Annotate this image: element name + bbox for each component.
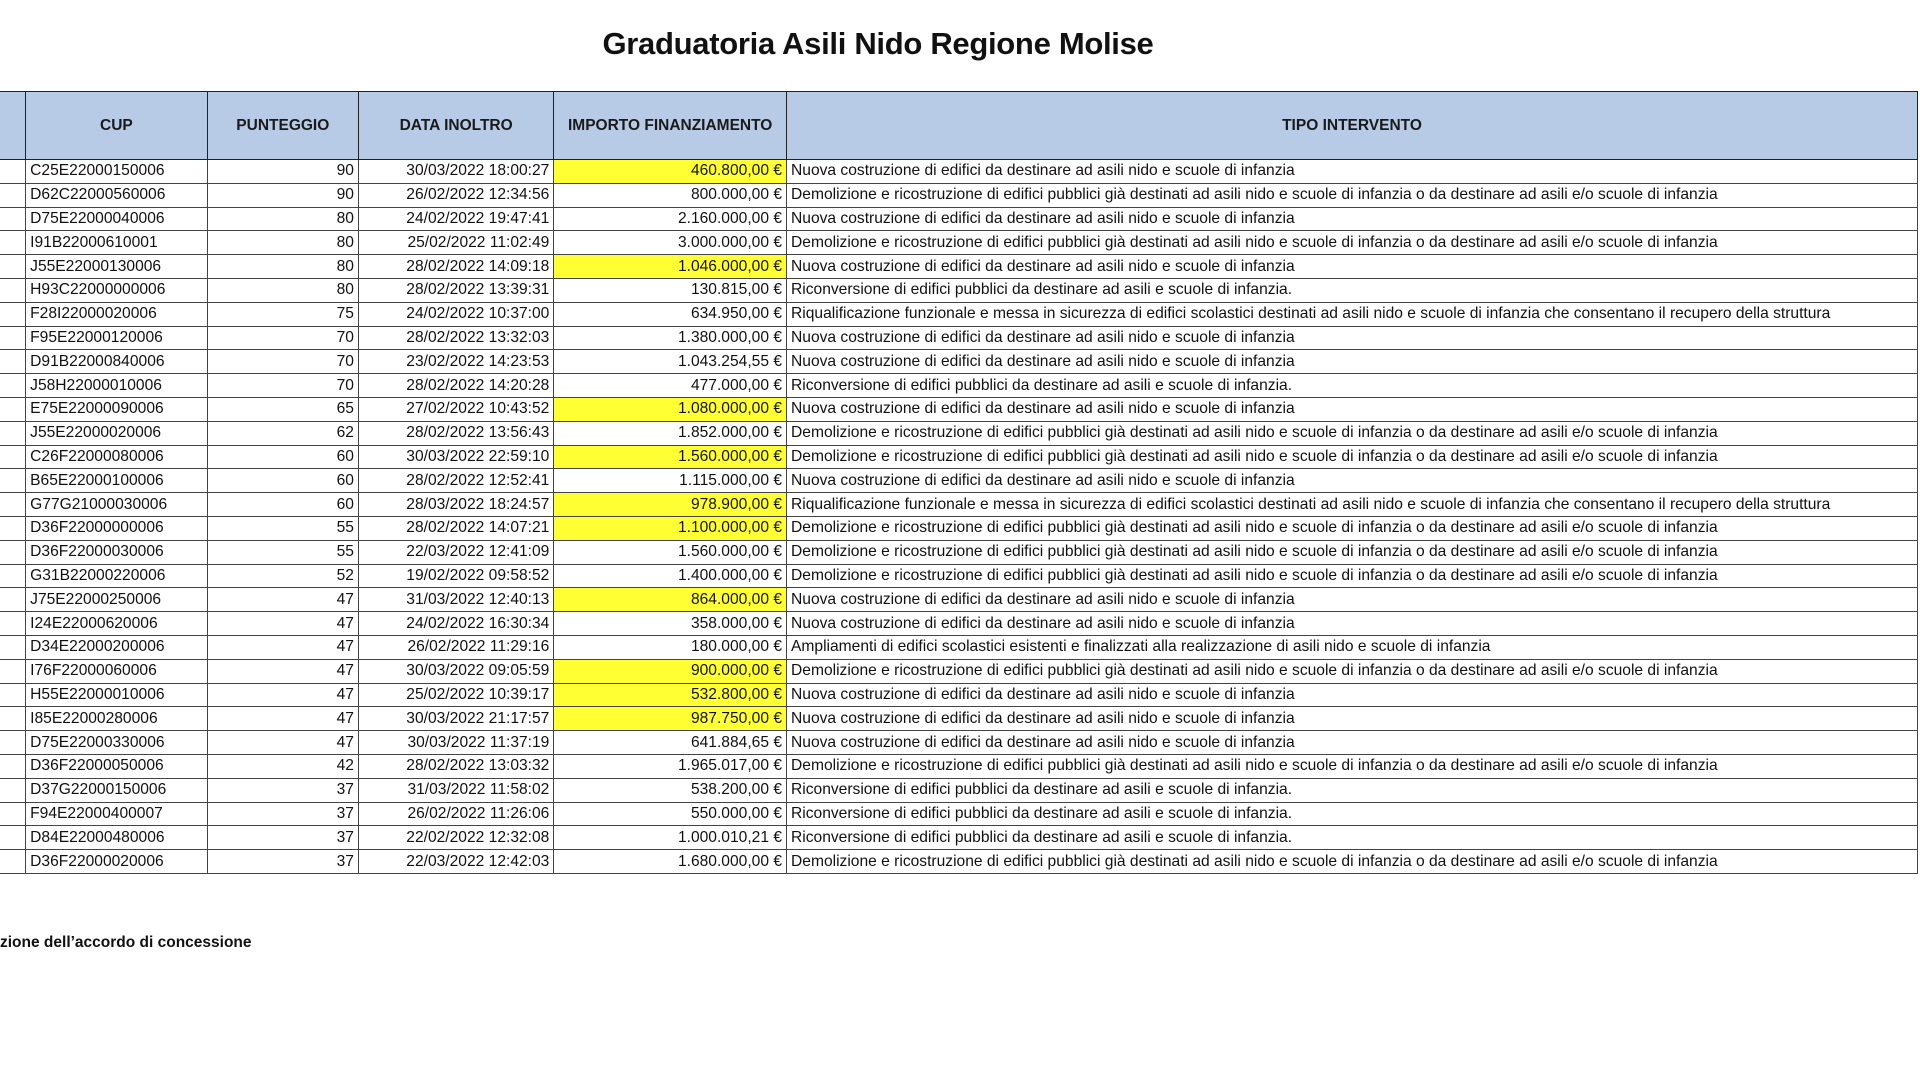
cell-data-inoltro: 31/03/2022 12:40:13 bbox=[358, 588, 553, 612]
cell-punteggio: 47 bbox=[207, 731, 358, 755]
cell-cup: G31B22000220006 bbox=[26, 564, 208, 588]
cell-cup: G77G21000030006 bbox=[26, 493, 208, 517]
row-edge-cell bbox=[0, 421, 26, 445]
cell-tipo-intervento: Riconversione di edifici pubblici da destinare ad asili e scuole di infanzia. bbox=[787, 778, 1918, 802]
page-title: Graduatoria Asili Nido Regione Molise bbox=[602, 26, 1154, 61]
cell-data-inoltro: 28/02/2022 13:56:43 bbox=[358, 421, 553, 445]
cell-tipo-intervento: Demolizione e ricostruzione di edifici pubblici già destinati ad asili nido e scuole di infanzia o da destinare ad asili e/o scuole di infanzia bbox=[787, 445, 1918, 469]
cell-punteggio: 80 bbox=[207, 278, 358, 302]
cell-punteggio: 47 bbox=[207, 588, 358, 612]
cell-punteggio: 47 bbox=[207, 635, 358, 659]
row-edge-cell bbox=[0, 707, 26, 731]
table-row bbox=[0, 231, 1918, 255]
cell-punteggio: 90 bbox=[207, 183, 358, 207]
table-row bbox=[0, 397, 1918, 421]
cell-punteggio: 37 bbox=[207, 802, 358, 826]
cell-punteggio: 37 bbox=[207, 778, 358, 802]
cell-cup: I24E22000620006 bbox=[26, 612, 208, 636]
cell-cup: I76F22000060006 bbox=[26, 659, 208, 683]
cell-data-inoltro: 22/03/2022 12:41:09 bbox=[358, 540, 553, 564]
cell-importo: 3.000.000,00 € bbox=[554, 231, 787, 255]
cell-importo: 641.884,65 € bbox=[554, 731, 787, 755]
cell-punteggio: 90 bbox=[207, 160, 358, 184]
cell-punteggio: 47 bbox=[207, 683, 358, 707]
cell-data-inoltro: 28/02/2022 14:09:18 bbox=[358, 255, 553, 279]
cell-importo: 900.000,00 € bbox=[554, 659, 787, 683]
cell-tipo-intervento: Riconversione di edifici pubblici da destinare ad asili e scuole di infanzia. bbox=[787, 278, 1918, 302]
cell-tipo-intervento: Nuova costruzione di edifici da destinare ad asili nido e scuole di infanzia bbox=[787, 326, 1918, 350]
cell-punteggio: 70 bbox=[207, 374, 358, 398]
cell-data-inoltro: 30/03/2022 21:17:57 bbox=[358, 707, 553, 731]
cell-punteggio: 80 bbox=[207, 207, 358, 231]
cell-punteggio: 80 bbox=[207, 255, 358, 279]
table-row bbox=[0, 635, 1918, 659]
header-tipo-intervento: TIPO INTERVENTO bbox=[787, 92, 1918, 160]
row-edge-cell bbox=[0, 445, 26, 469]
cell-tipo-intervento: Nuova costruzione di edifici da destinare ad asili nido e scuole di infanzia bbox=[787, 588, 1918, 612]
table-row bbox=[0, 160, 1918, 184]
row-edge-cell bbox=[0, 588, 26, 612]
ranking-table bbox=[0, 91, 1918, 874]
cell-data-inoltro: 27/02/2022 10:43:52 bbox=[358, 397, 553, 421]
table-row bbox=[0, 183, 1918, 207]
table-row bbox=[0, 564, 1918, 588]
table-row bbox=[0, 516, 1918, 540]
cell-data-inoltro: 26/02/2022 11:29:16 bbox=[358, 635, 553, 659]
cell-tipo-intervento: Nuova costruzione di edifici da destinare ad asili nido e scuole di infanzia bbox=[787, 731, 1918, 755]
cell-data-inoltro: 28/02/2022 12:52:41 bbox=[358, 469, 553, 493]
row-edge-cell bbox=[0, 683, 26, 707]
cell-importo: 1.100.000,00 € bbox=[554, 516, 787, 540]
cell-importo: 1.000.010,21 € bbox=[554, 826, 787, 850]
table-row bbox=[0, 278, 1918, 302]
row-edge-cell bbox=[0, 731, 26, 755]
cell-punteggio: 70 bbox=[207, 326, 358, 350]
row-edge-cell bbox=[0, 255, 26, 279]
cell-importo: 460.800,00 € bbox=[554, 160, 787, 184]
cell-cup: J58H22000010006 bbox=[26, 374, 208, 398]
cell-data-inoltro: 28/02/2022 14:20:28 bbox=[358, 374, 553, 398]
cell-cup: F94E22000400007 bbox=[26, 802, 208, 826]
row-edge-cell bbox=[0, 826, 26, 850]
cell-importo: 1.380.000,00 € bbox=[554, 326, 787, 350]
cell-cup: E75E22000090006 bbox=[26, 397, 208, 421]
cell-data-inoltro: 22/02/2022 12:32:08 bbox=[358, 826, 553, 850]
cell-cup: B65E22000100006 bbox=[26, 469, 208, 493]
table-row bbox=[0, 445, 1918, 469]
cell-importo: 978.900,00 € bbox=[554, 493, 787, 517]
cell-tipo-intervento: Demolizione e ricostruzione di edifici pubblici già destinati ad asili nido e scuole di infanzia o da destinare ad asili e/o scuole di infanzia bbox=[787, 183, 1918, 207]
cell-punteggio: 52 bbox=[207, 564, 358, 588]
cell-data-inoltro: 28/02/2022 13:39:31 bbox=[358, 278, 553, 302]
table-row bbox=[0, 255, 1918, 279]
cell-importo: 987.750,00 € bbox=[554, 707, 787, 731]
cell-data-inoltro: 30/03/2022 11:37:19 bbox=[358, 731, 553, 755]
cell-data-inoltro: 31/03/2022 11:58:02 bbox=[358, 778, 553, 802]
cell-cup: D36F22000050006 bbox=[26, 754, 208, 778]
cell-punteggio: 62 bbox=[207, 421, 358, 445]
table-body bbox=[0, 160, 1918, 874]
cell-importo: 358.000,00 € bbox=[554, 612, 787, 636]
row-edge-cell bbox=[0, 231, 26, 255]
cell-punteggio: 60 bbox=[207, 493, 358, 517]
cell-cup: C25E22000150006 bbox=[26, 160, 208, 184]
table-row bbox=[0, 350, 1918, 374]
cell-data-inoltro: 26/02/2022 11:26:06 bbox=[358, 802, 553, 826]
cell-punteggio: 65 bbox=[207, 397, 358, 421]
cell-cup: J55E22000130006 bbox=[26, 255, 208, 279]
row-edge-cell bbox=[0, 612, 26, 636]
cell-importo: 550.000,00 € bbox=[554, 802, 787, 826]
cell-punteggio: 60 bbox=[207, 469, 358, 493]
cell-tipo-intervento: Nuova costruzione di edifici da destinare ad asili nido e scuole di infanzia bbox=[787, 397, 1918, 421]
cell-punteggio: 42 bbox=[207, 754, 358, 778]
cell-tipo-intervento: Nuova costruzione di edifici da destinare ad asili nido e scuole di infanzia bbox=[787, 160, 1918, 184]
cell-importo: 1.043.254,55 € bbox=[554, 350, 787, 374]
row-edge-cell bbox=[0, 374, 26, 398]
row-edge-cell bbox=[0, 469, 26, 493]
cell-data-inoltro: 24/02/2022 19:47:41 bbox=[358, 207, 553, 231]
row-edge-cell bbox=[0, 350, 26, 374]
table-row bbox=[0, 707, 1918, 731]
table-row bbox=[0, 540, 1918, 564]
row-edge-cell bbox=[0, 516, 26, 540]
row-edge-cell bbox=[0, 207, 26, 231]
cell-data-inoltro: 23/02/2022 14:23:53 bbox=[358, 350, 553, 374]
cell-tipo-intervento: Demolizione e ricostruzione di edifici pubblici già destinati ad asili nido e scuole di infanzia o da destinare ad asili e/o scuole di infanzia bbox=[787, 421, 1918, 445]
cell-importo: 1.965.017,00 € bbox=[554, 754, 787, 778]
cell-tipo-intervento: Nuova costruzione di edifici da destinare ad asili nido e scuole di infanzia bbox=[787, 350, 1918, 374]
row-edge-cell bbox=[0, 302, 26, 326]
cell-cup: H55E22000010006 bbox=[26, 683, 208, 707]
row-edge-cell bbox=[0, 754, 26, 778]
cell-data-inoltro: 22/03/2022 12:42:03 bbox=[358, 850, 553, 874]
header-data-inoltro: DATA INOLTRO bbox=[358, 92, 553, 160]
header-cup: CUP bbox=[26, 92, 208, 160]
cell-tipo-intervento: Demolizione e ricostruzione di edifici pubblici già destinati ad asili nido e scuole di infanzia o da destinare ad asili e/o scuole di infanzia bbox=[787, 754, 1918, 778]
cell-punteggio: 47 bbox=[207, 659, 358, 683]
cell-data-inoltro: 28/02/2022 13:03:32 bbox=[358, 754, 553, 778]
cell-data-inoltro: 28/02/2022 14:07:21 bbox=[358, 516, 553, 540]
cell-cup: D36F22000030006 bbox=[26, 540, 208, 564]
cell-cup: D84E22000480006 bbox=[26, 826, 208, 850]
cell-punteggio: 37 bbox=[207, 850, 358, 874]
table-row bbox=[0, 469, 1918, 493]
row-edge-cell bbox=[0, 802, 26, 826]
cell-tipo-intervento: Riconversione di edifici pubblici da destinare ad asili e scuole di infanzia. bbox=[787, 802, 1918, 826]
table-row bbox=[0, 850, 1918, 874]
row-edge-cell bbox=[0, 635, 26, 659]
table-row bbox=[0, 421, 1918, 445]
cell-punteggio: 55 bbox=[207, 516, 358, 540]
cell-data-inoltro: 26/02/2022 12:34:56 bbox=[358, 183, 553, 207]
table-row bbox=[0, 326, 1918, 350]
cell-cup: F28I22000020006 bbox=[26, 302, 208, 326]
cell-importo: 1.115.000,00 € bbox=[554, 469, 787, 493]
cell-importo: 180.000,00 € bbox=[554, 635, 787, 659]
cell-tipo-intervento: Demolizione e ricostruzione di edifici pubblici già destinati ad asili nido e scuole di infanzia o da destinare ad asili e/o scuole di infanzia bbox=[787, 850, 1918, 874]
table-row bbox=[0, 826, 1918, 850]
cell-data-inoltro: 30/03/2022 22:59:10 bbox=[358, 445, 553, 469]
cell-tipo-intervento: Riconversione di edifici pubblici da destinare ad asili e scuole di infanzia. bbox=[787, 374, 1918, 398]
cell-tipo-intervento: Demolizione e ricostruzione di edifici pubblici già destinati ad asili nido e scuole di infanzia o da destinare ad asili e/o scuole di infanzia bbox=[787, 231, 1918, 255]
row-edge-cell bbox=[0, 659, 26, 683]
cell-importo: 2.160.000,00 € bbox=[554, 207, 787, 231]
cell-importo: 1.852.000,00 € bbox=[554, 421, 787, 445]
cell-data-inoltro: 28/03/2022 18:24:57 bbox=[358, 493, 553, 517]
cell-tipo-intervento: Riconversione di edifici pubblici da destinare ad asili e scuole di infanzia. bbox=[787, 826, 1918, 850]
cell-cup: F95E22000120006 bbox=[26, 326, 208, 350]
table-header-row bbox=[0, 92, 1918, 160]
row-edge-cell bbox=[0, 326, 26, 350]
cell-data-inoltro: 25/02/2022 10:39:17 bbox=[358, 683, 553, 707]
cell-data-inoltro: 25/02/2022 11:02:49 bbox=[358, 231, 553, 255]
footnote-text: zione dell’accordo di concessione bbox=[0, 934, 252, 951]
row-edge-cell bbox=[0, 493, 26, 517]
table-row bbox=[0, 778, 1918, 802]
row-edge-cell bbox=[0, 183, 26, 207]
cell-importo: 1.680.000,00 € bbox=[554, 850, 787, 874]
cell-importo: 1.560.000,00 € bbox=[554, 445, 787, 469]
row-edge-cell bbox=[0, 540, 26, 564]
cell-data-inoltro: 19/02/2022 09:58:52 bbox=[358, 564, 553, 588]
row-edge-cell bbox=[0, 278, 26, 302]
cell-cup: C26F22000080006 bbox=[26, 445, 208, 469]
row-edge-cell bbox=[0, 397, 26, 421]
cell-tipo-intervento: Nuova costruzione di edifici da destinare ad asili nido e scuole di infanzia bbox=[787, 707, 1918, 731]
cell-tipo-intervento: Nuova costruzione di edifici da destinare ad asili nido e scuole di infanzia bbox=[787, 255, 1918, 279]
table-row bbox=[0, 659, 1918, 683]
header-importo-finanziamento: IMPORTO FINANZIAMENTO bbox=[554, 92, 787, 160]
cell-importo: 1.560.000,00 € bbox=[554, 540, 787, 564]
cell-tipo-intervento: Demolizione e ricostruzione di edifici pubblici già destinati ad asili nido e scuole di infanzia o da destinare ad asili e/o scuole di infanzia bbox=[787, 564, 1918, 588]
cell-punteggio: 80 bbox=[207, 231, 358, 255]
row-edge-cell bbox=[0, 564, 26, 588]
cell-importo: 634.950,00 € bbox=[554, 302, 787, 326]
cell-tipo-intervento: Demolizione e ricostruzione di edifici pubblici già destinati ad asili nido e scuole di infanzia o da destinare ad asili e/o scuole di infanzia bbox=[787, 540, 1918, 564]
row-edge-cell bbox=[0, 778, 26, 802]
cell-cup: D75E22000330006 bbox=[26, 731, 208, 755]
cell-cup: I85E22000280006 bbox=[26, 707, 208, 731]
cell-tipo-intervento: Demolizione e ricostruzione di edifici pubblici già destinati ad asili nido e scuole di infanzia o da destinare ad asili e/o scuole di infanzia bbox=[787, 516, 1918, 540]
cell-punteggio: 55 bbox=[207, 540, 358, 564]
header-punteggio: PUNTEGGIO bbox=[207, 92, 358, 160]
table-row bbox=[0, 802, 1918, 826]
cell-tipo-intervento: Nuova costruzione di edifici da destinare ad asili nido e scuole di infanzia bbox=[787, 683, 1918, 707]
cell-punteggio: 75 bbox=[207, 302, 358, 326]
cell-importo: 1.400.000,00 € bbox=[554, 564, 787, 588]
row-edge-cell bbox=[0, 160, 26, 184]
cell-data-inoltro: 24/02/2022 16:30:34 bbox=[358, 612, 553, 636]
cell-cup: D37G22000150006 bbox=[26, 778, 208, 802]
header-edge-cell bbox=[0, 92, 26, 160]
table-row bbox=[0, 754, 1918, 778]
cell-punteggio: 60 bbox=[207, 445, 358, 469]
cell-punteggio: 70 bbox=[207, 350, 358, 374]
table-row bbox=[0, 374, 1918, 398]
cell-importo: 864.000,00 € bbox=[554, 588, 787, 612]
cell-cup: J55E22000020006 bbox=[26, 421, 208, 445]
cell-importo: 1.046.000,00 € bbox=[554, 255, 787, 279]
table-row bbox=[0, 493, 1918, 517]
cell-data-inoltro: 30/03/2022 09:05:59 bbox=[358, 659, 553, 683]
cell-cup: D36F22000000006 bbox=[26, 516, 208, 540]
cell-tipo-intervento: Riqualificazione funzionale e messa in sicurezza di edifici scolastici destinati ad asili nido e scuole di infanzia che consentano il recupero della struttura bbox=[787, 302, 1918, 326]
cell-cup: D36F22000020006 bbox=[26, 850, 208, 874]
cell-importo: 477.000,00 € bbox=[554, 374, 787, 398]
cell-data-inoltro: 28/02/2022 13:32:03 bbox=[358, 326, 553, 350]
cell-cup: H93C22000000006 bbox=[26, 278, 208, 302]
cell-importo: 130.815,00 € bbox=[554, 278, 787, 302]
table-row bbox=[0, 612, 1918, 636]
row-edge-cell bbox=[0, 850, 26, 874]
table-row bbox=[0, 683, 1918, 707]
cell-punteggio: 37 bbox=[207, 826, 358, 850]
cell-cup: D75E22000040006 bbox=[26, 207, 208, 231]
cell-cup: D91B22000840006 bbox=[26, 350, 208, 374]
cell-tipo-intervento: Ampliamenti di edifici scolastici esistenti e finalizzati alla realizzazione di asili nido e scuole di infanzia bbox=[787, 635, 1918, 659]
cell-cup: D62C22000560006 bbox=[26, 183, 208, 207]
cell-punteggio: 47 bbox=[207, 707, 358, 731]
cell-tipo-intervento: Nuova costruzione di edifici da destinare ad asili nido e scuole di infanzia bbox=[787, 612, 1918, 636]
cell-importo: 538.200,00 € bbox=[554, 778, 787, 802]
cell-importo: 1.080.000,00 € bbox=[554, 397, 787, 421]
cell-cup: D34E22000200006 bbox=[26, 635, 208, 659]
table-row bbox=[0, 588, 1918, 612]
cell-importo: 800.000,00 € bbox=[554, 183, 787, 207]
cell-cup: I91B22000610001 bbox=[26, 231, 208, 255]
cell-data-inoltro: 24/02/2022 10:37:00 bbox=[358, 302, 553, 326]
cell-tipo-intervento: Nuova costruzione di edifici da destinare ad asili nido e scuole di infanzia bbox=[787, 469, 1918, 493]
table-row bbox=[0, 302, 1918, 326]
cell-punteggio: 47 bbox=[207, 612, 358, 636]
cell-tipo-intervento: Demolizione e ricostruzione di edifici pubblici già destinati ad asili nido e scuole di infanzia o da destinare ad asili e/o scuole di infanzia bbox=[787, 659, 1918, 683]
cell-tipo-intervento: Riqualificazione funzionale e messa in sicurezza di edifici scolastici destinati ad asili nido e scuole di infanzia che consentano il recupero della struttura bbox=[787, 493, 1918, 517]
cell-importo: 532.800,00 € bbox=[554, 683, 787, 707]
table-row bbox=[0, 207, 1918, 231]
table-row bbox=[0, 731, 1918, 755]
cell-tipo-intervento: Nuova costruzione di edifici da destinare ad asili nido e scuole di infanzia bbox=[787, 207, 1918, 231]
cell-cup: J75E22000250006 bbox=[26, 588, 208, 612]
cell-data-inoltro: 30/03/2022 18:00:27 bbox=[358, 160, 553, 184]
